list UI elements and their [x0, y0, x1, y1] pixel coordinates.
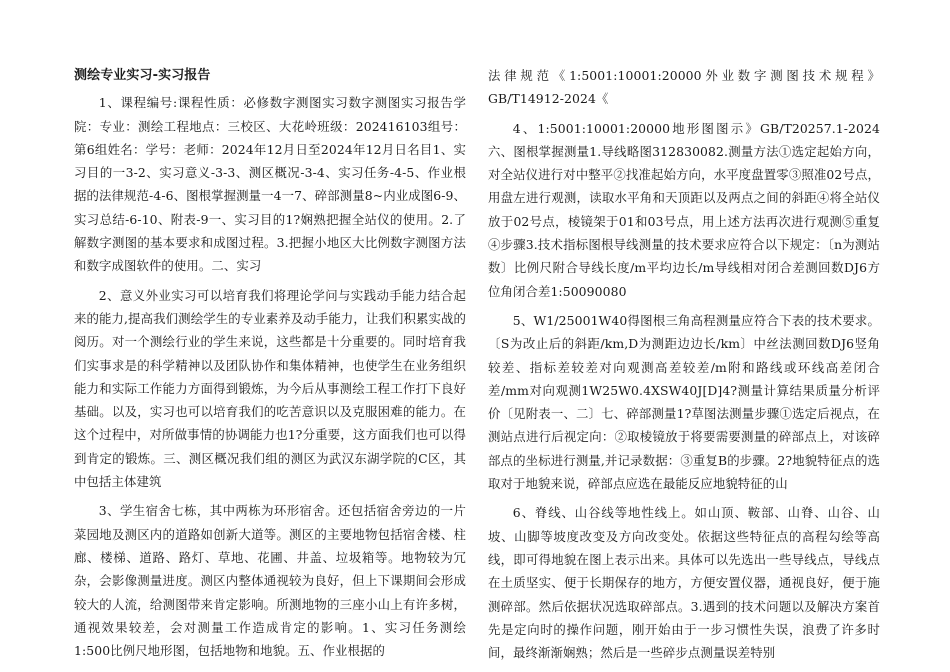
paragraph-3: 3、学生宿舍七栋，其中两栋为环形宿舍。还包括宿舍旁边的一片菜园地及测区内的道路如创新大道等。测区的主要地物包括宿舍楼、柱廊、楼梯、道路、路灯、草地、花圃、井盖、垃圾箱等。地物较为冗杂，会影像测量进度。测区内整体通视较为良好，但上下课期间会形成较大的人流，给测图带来肯定影响。所测地物的三座小山上有许多树，通视效果较差，会对测量工作造成肯定的影响。1、实习任务测绘1:500比例尺地形图，包括地物和地貌。五、作业根据的: [74, 503, 466, 659]
right-column: [488, 64, 880, 670]
paragraph-4: 4、1:5001:10001:20000地形图图示》GB/T20257.1-2024六、图根掌握测量1.导线略图312830082.测量方法①选定起始方向，对全站仪进行对中整平②找准起始方向，水平度盘置零③照准02号点，用盘左进行观测，读取水平角和天顶距以及两点之间的斜距④将全站仪放于02号点，棱镜架于01和03号点，用上述方法再次进行观测⑤重复④步骤3.技术指标图根导线测量的技术要求应符合以下规定：〔n为测站数〕比例尺附合导线长度/m平均边长/m导线相对闭合差测回数DJ6方位角闭合差1:50090080: [488, 120, 880, 299]
left-column: [74, 64, 466, 668]
paragraph-1: 1、课程编号:课程性质：必修数字测图实习数字测图实习报告学院：专业：测绘工程地点：三校区、大花岭班级：202416103组号：第6组姓名：学号：老师：2024年12月日至2024年12月日名目1、实习目的一3-2、实习意义-3-3、测区概况-3-4、实习任务-4-5、作业根据的法律规范-4-6、图根掌握测量一4一7、碎部测量8~内业成图6-9、实习总结-6-10、附表-9一、实习目的1?娴熟把握全站仪的使用。2.了解数字测图的基本要求和成图过程。3.把握小地区大比例数字测图方法和数字成图软件的使用。二、实习: [74, 95, 466, 274]
document-title: 测绘专业实习-实习报告: [74, 68, 211, 83]
paragraph-3-continued: 法律规范《1:5001:10001:20000外业数字测图技术规程》GB/T14912-2024《: [488, 68, 880, 107]
paragraph-2: 2、意义外业实习可以培育我们将理论学问与实践动手能力结合起来的能力,提高我们测绘学生的专业素养及动手能力，让我们积累实战的阅历。对一个测绘行业的学生来说，这些都是十分重要的。同时培育我们实事求是的科学精神以及团队协作和集体精神，也使学生在业务组织能力和实际工作能力方面得到锻炼，为今后从事测绘工程工作打下良好基础。以及，实习也可以培育我们的吃苦意识以及克服困难的能力。在这个过程中，对所做事情的协调能力也1?分重要，这方面我们也可以得到肯定的锻炼。三、测区概况我们组的测区为武汉东湖学院的C区，其中包括主体建筑: [74, 287, 466, 490]
paragraph-5: 5、W1/25001W40得图根三角高程测量应符合下表的技术要求。〔S为改止后的斜距/km,D为测距边边长/km〕中丝法测回数DJ6竖角较差、指标差较差对向观测高差较差/m附和路线或环线高差闭合差/mm对向观测1W25W0.4XSW40J[D]4?测量计算结果质量分析评价〔见附表一、二〕七、碎部测量1?草图法测量步骤①选定后视点，在测站点进行后视定向：②取棱镜放于将要需要测量的碎部点上，对该碎部点的坐标进行测量,并记录数据：③重复B的步骤。2?地貌特征点的选取对于地貌来说，碎部点应选在最能反应地貌特征的山: [488, 312, 880, 492]
paragraph-6: 6、脊线、山谷线等地性线上。如山顶、鞍部、山脊、山谷、山坡、山脚等坡度改变及方向改变处。依据这些特征点的高程勾绘等高线，即可得地貌在图上表示出来。具体可以先选出一些导线点，导线点在土质坚实、便于长期保存的地方，方便安置仪器，通视良好，便于施测碎部。然后依据状况选取碎部点。3.遇到的技术问题以及解决方案首先是定向时的操作问题，刚开始由于一步习惯性失误，浪费了许多时间，最终渐渐娴熟；然后是一些碎步点测量误差特别: [488, 505, 880, 661]
